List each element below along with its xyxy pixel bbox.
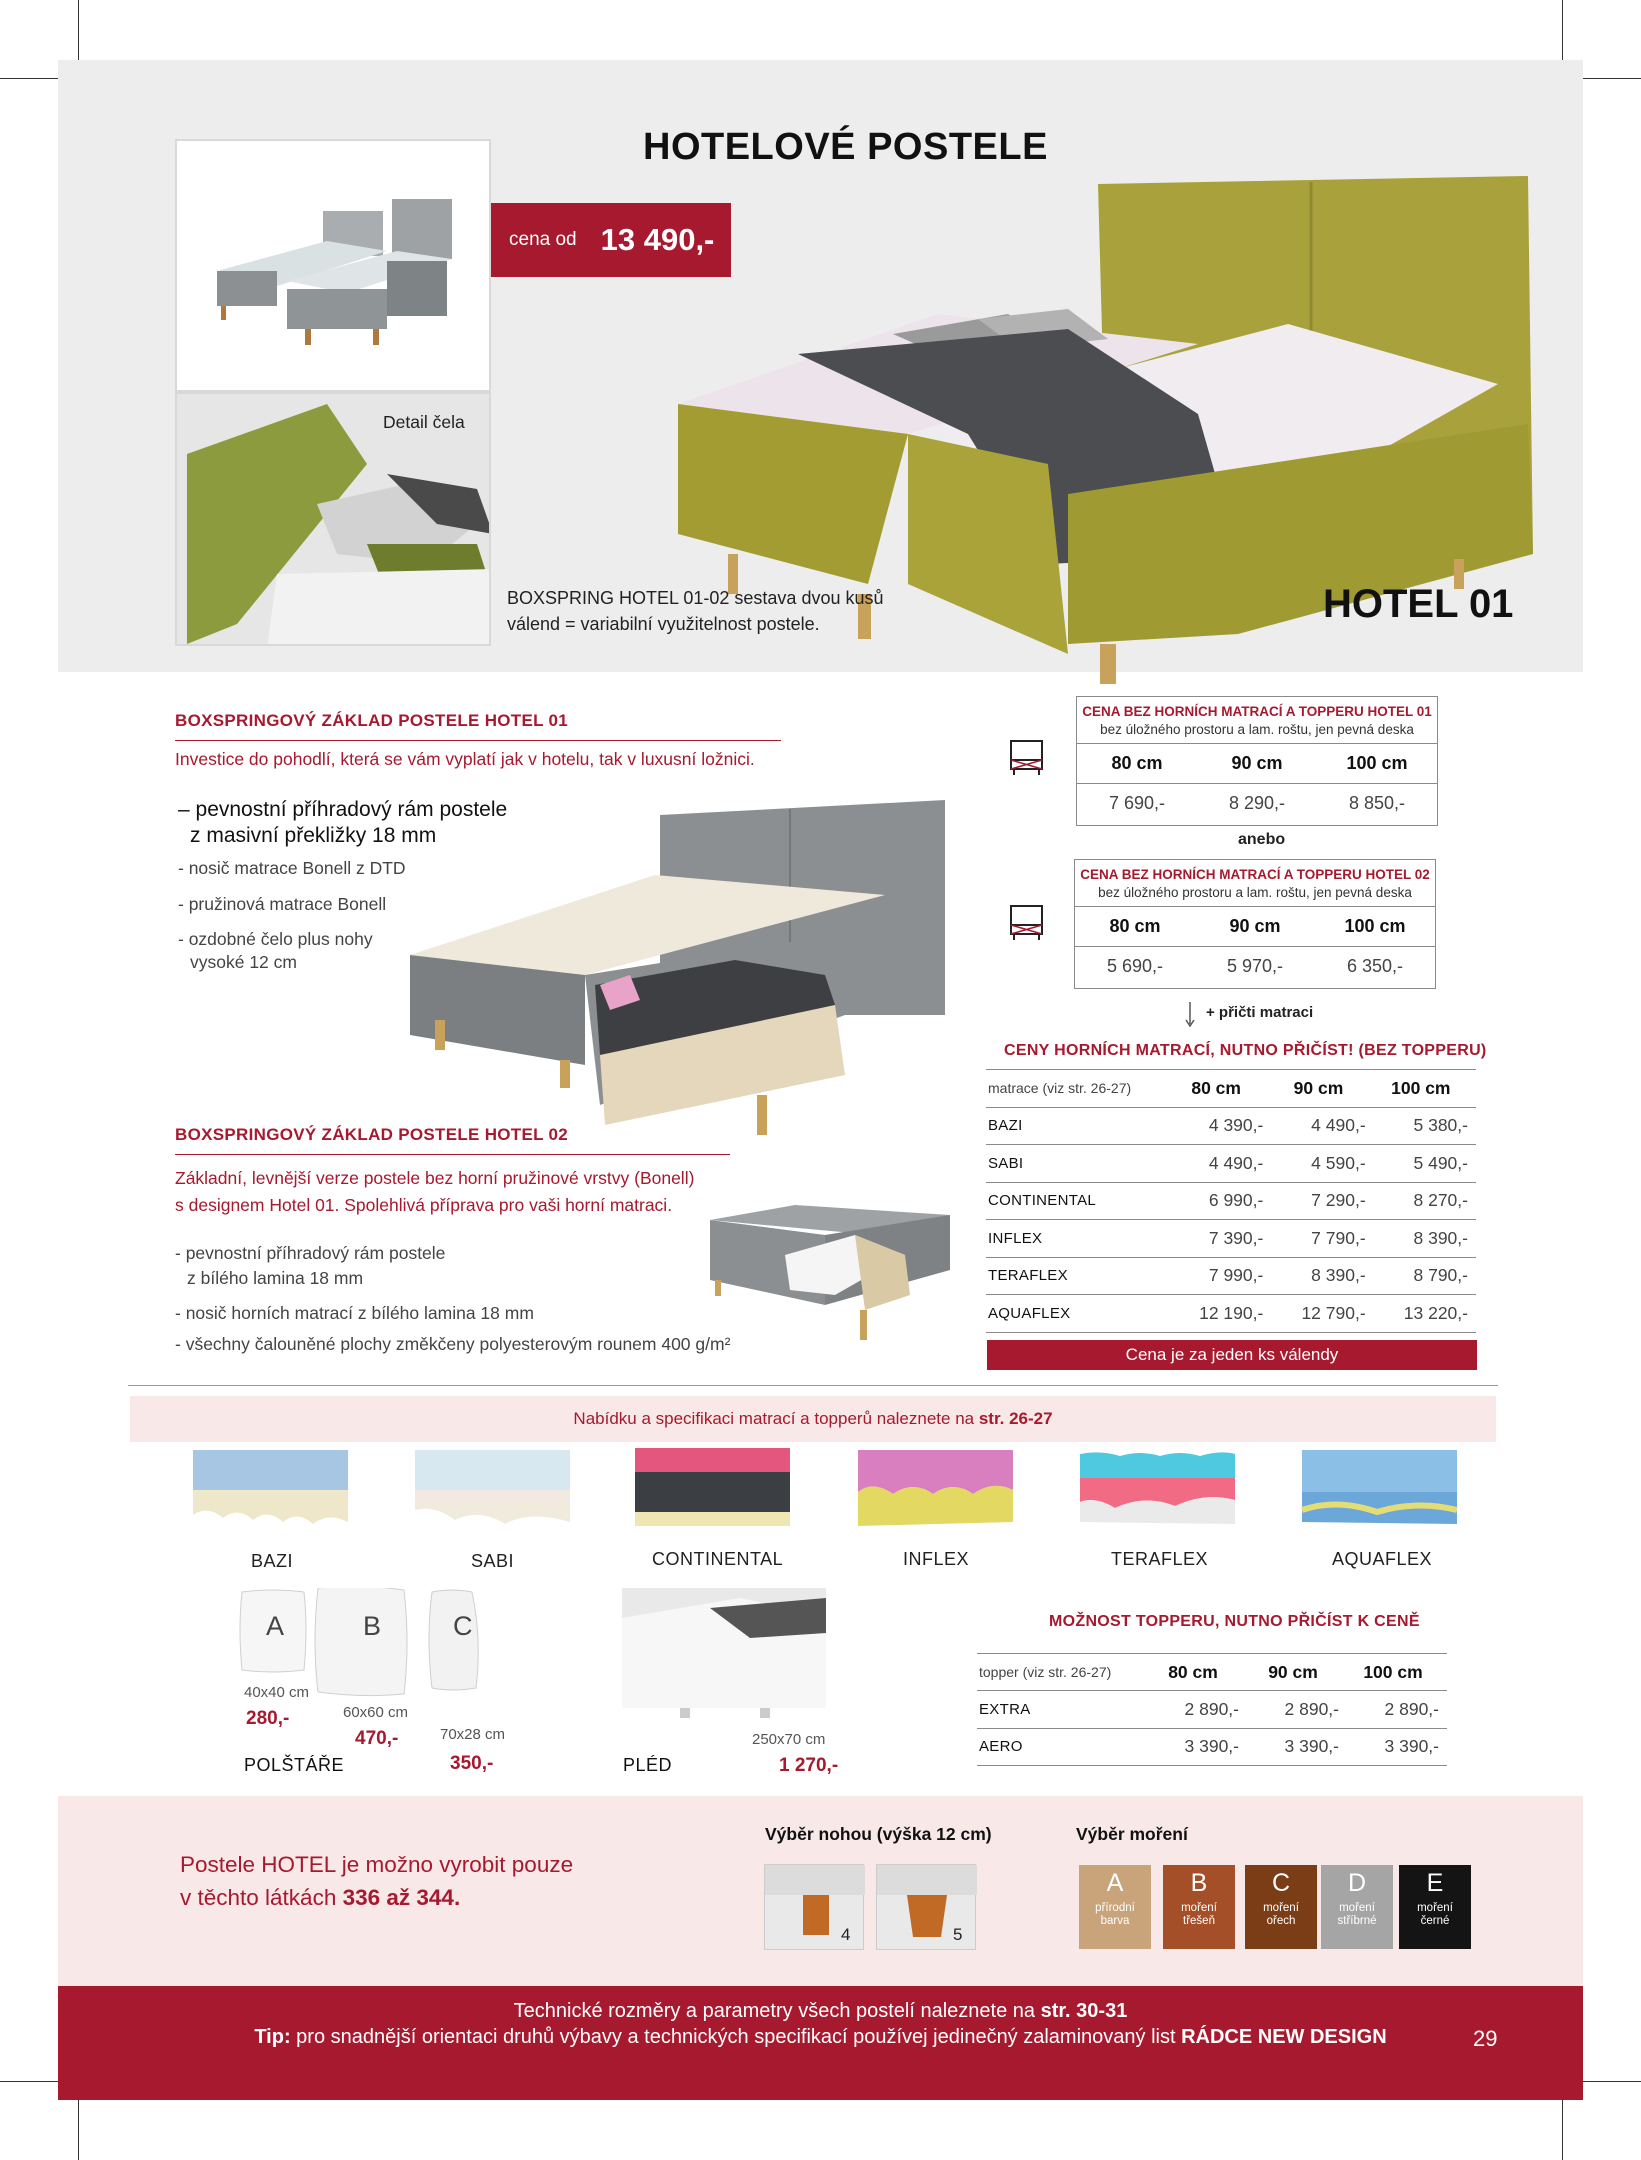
topper-header-90: 90 cm (1268, 1661, 1318, 1682)
crop-mark (0, 2081, 64, 2082)
stain-label (1181, 1902, 1217, 1928)
price-from-value: 13 490,- (600, 222, 715, 257)
hotel02-intro (175, 1165, 694, 1219)
price-table-hotel01-subtitle: bez úložného prostoru a lam. roštu, jen pevná deska (1100, 722, 1414, 737)
matrace-header-100: 100 cm (1391, 1077, 1451, 1098)
hotel01-bullet-4a: - ozdobné čelo plus nohy (178, 929, 373, 949)
detail-label: Detail čela (383, 412, 465, 432)
page-title: HOTELOVÉ POSTELE (643, 126, 1048, 168)
fabric-note-line-2 (180, 1881, 573, 1914)
hotel01-bullet-main-1: – pevnostní příhradový rám postele (178, 798, 508, 821)
price-90: 5 970,- (1226, 956, 1284, 976)
matrace-sample-name: TERAFLEX (1111, 1549, 1209, 1569)
hero-caption-line-2: válend = variabilní využitelnost postele. (507, 614, 820, 634)
matrace-price: 12 190,- (1199, 1302, 1264, 1323)
hotel01-cutaway-photo (405, 795, 950, 1140)
price-table-hotel02-prices (1075, 946, 1435, 986)
price-table-hotel02 (1074, 859, 1436, 989)
topper-price: 2 890,- (1384, 1698, 1439, 1719)
matrace-header-90: 90 cm (1293, 1077, 1344, 1098)
arrow-down-icon (1184, 1002, 1196, 1033)
offer-strip-ref: str. 26-27 (978, 1409, 1053, 1428)
anebo-label: anebo (1238, 831, 1286, 848)
pillow-letter: C (453, 1611, 473, 1641)
crop-mark (1577, 78, 1641, 79)
matrace-price: 12 790,- (1301, 1302, 1366, 1323)
matrace-price: 7 290,- (1311, 1190, 1366, 1211)
hero-caption (507, 585, 884, 637)
hotel01-bullet-2: - nosič matrace Bonell z DTD (178, 858, 406, 878)
price-table-hotel01 (1076, 696, 1438, 826)
matrace-row (986, 1258, 1476, 1296)
matrace-price: 13 220,- (1403, 1302, 1468, 1323)
stain-swatch-a (1079, 1865, 1151, 1949)
stain-label (1417, 1902, 1453, 1928)
matrace-price: 6 990,- (1208, 1190, 1264, 1211)
pled-label: PLÉD (623, 1755, 673, 1775)
matrace-sample-teraflex (1075, 1450, 1240, 1537)
pillow-price: 350,- (450, 1753, 494, 1774)
stain-swatch-c (1245, 1865, 1317, 1949)
matrace-row (986, 1183, 1476, 1221)
matrace-header-label: matrace (viz str. 26-27) (988, 1080, 1132, 1097)
stain-letter: E (1426, 1869, 1444, 1897)
hotel01-title: BOXSPRINGOVÝ ZÁKLAD POSTELE HOTEL 01 (175, 711, 569, 730)
topper-header-label: topper (viz str. 26-27) (979, 1664, 1112, 1680)
stain-letter: A (1106, 1869, 1124, 1897)
pillow-dim: 60x60 cm (343, 1704, 409, 1721)
matrace-table (986, 1069, 1476, 1333)
fabric-note (180, 1848, 573, 1914)
size-90: 90 cm (1231, 753, 1283, 773)
footer-line-1-ref: str. 30-31 (1040, 2000, 1128, 2022)
stain-title: Výběr moření (1076, 1824, 1188, 1844)
topper-table-header (977, 1654, 1447, 1691)
stain-swatch-d (1321, 1865, 1393, 1949)
matrace-price: 4 490,- (1311, 1115, 1366, 1136)
hotel02-base-photo (705, 1200, 955, 1355)
topper-table (977, 1653, 1447, 1766)
topper-row (977, 1729, 1447, 1767)
crop-mark (1577, 2081, 1641, 2082)
matrace-price: 8 270,- (1413, 1190, 1468, 1211)
stain-label-1: moření (1417, 1902, 1453, 1914)
hotel01-bullet-4 (178, 928, 373, 974)
price-100: 6 350,- (1346, 956, 1404, 976)
footer-tip-brand: RÁDCE NEW DESIGN (1181, 2026, 1387, 2048)
stain-label-2: barva (1100, 1915, 1130, 1927)
matrace-sample-inflex (853, 1450, 1018, 1537)
price-table-hotel02-sizes (1075, 906, 1435, 946)
stain-swatch-e (1399, 1865, 1471, 1949)
matrace-row (986, 1145, 1476, 1183)
hotel02-bullet-1 (175, 1241, 445, 1291)
pillows-photo (232, 1588, 502, 1698)
hero-section (58, 60, 1583, 672)
hotel02-bullet-1a: - pevnostní příhradový rám postele (175, 1243, 446, 1263)
size-80: 80 cm (1111, 753, 1163, 773)
matrace-price: 4 490,- (1208, 1152, 1264, 1173)
price-100: 8 850,- (1348, 793, 1406, 813)
topper-price: 3 390,- (1384, 1736, 1439, 1757)
hotel02-title: BOXSPRINGOVÝ ZÁKLAD POSTELE HOTEL 02 (175, 1125, 569, 1144)
topper-price: 2 890,- (1284, 1698, 1339, 1719)
topper-price: 3 390,- (1284, 1736, 1339, 1757)
bed-icon (1009, 904, 1044, 947)
price-table-hotel02-subtitle: bez úložného prostoru a lam. roštu, jen pevná deska (1098, 885, 1412, 900)
offer-strip (130, 1396, 1496, 1442)
matrace-price: 4 590,- (1311, 1152, 1366, 1173)
topper-table-title: MOŽNOST TOPPERU, NUTNO PŘIČÍST K CENĚ (1049, 1613, 1420, 1630)
matrace-price: 4 390,- (1208, 1115, 1264, 1136)
pled-price: 1 270,- (779, 1755, 839, 1776)
matrace-name: SABI (988, 1154, 1024, 1172)
pillow-letter: B (363, 1611, 382, 1641)
divider (128, 1385, 1498, 1386)
matrace-price: 8 390,- (1413, 1227, 1468, 1248)
stain-label-2: černé (1420, 1915, 1450, 1927)
matrace-price: 5 380,- (1413, 1115, 1468, 1136)
stain-label (1338, 1902, 1377, 1928)
fabric-note-range: 336 až 344. (342, 1885, 461, 1910)
hotel01-bullet-4b: vysoké 12 cm (190, 952, 297, 972)
footer-tip-text: pro snadnější orientaci druhů výbavy a technických specifikací používej jedinečný zalaminovaný list (290, 2026, 1182, 2048)
footer-line-1 (58, 2000, 1583, 2023)
matrace-row (986, 1295, 1476, 1333)
stain-label-1: moření (1339, 1902, 1375, 1914)
footer (58, 1986, 1583, 2100)
price-from-label: cena od (509, 229, 577, 250)
fabric-note-line-2-text: v těchto látkách (180, 1885, 343, 1910)
hotel02-bullet-1b: z bílého lamina 18 mm (187, 1268, 364, 1288)
hotel01-bullet-main-2: z masivní překližky 18 mm (190, 824, 437, 847)
stain-label (1095, 1902, 1135, 1928)
leg-number: 5 (953, 1925, 963, 1944)
stain-letter: C (1271, 1869, 1291, 1897)
matrace-header-80: 80 cm (1191, 1077, 1241, 1098)
options-strip (58, 1796, 1583, 1986)
stain-label-1: moření (1181, 1902, 1217, 1914)
matrace-sample-bazi (188, 1450, 353, 1537)
matrace-price: 5 490,- (1413, 1152, 1468, 1173)
topper-header-100: 100 cm (1363, 1661, 1423, 1682)
stain-label-1: přírodní (1095, 1902, 1135, 1914)
footer-line-1-text: Technické rozměry a parametry všech postelí naleznete na (513, 2000, 1041, 2022)
topper-price: 3 390,- (1184, 1736, 1239, 1757)
price-table-hotel01-title: CENA BEZ HORNÍCH MATRACÍ A TOPPERU HOTEL 01 (1082, 704, 1432, 719)
pillow-dim: 70x28 cm (440, 1726, 506, 1743)
fabric-note-line-1: Postele HOTEL je možno vyrobit pouze (180, 1852, 574, 1877)
hotel02-intro-1: Základní, levnější verze postele bez horní pružinové vrstvy (Bonell) (175, 1168, 695, 1188)
topper-name: EXTRA (979, 1700, 1031, 1718)
price-table-hotel01-sizes (1077, 743, 1437, 783)
size-100: 100 cm (1346, 753, 1408, 773)
stain-letter: B (1190, 1869, 1208, 1897)
size-90: 90 cm (1229, 916, 1281, 936)
pillow-price: 470,- (355, 1728, 399, 1749)
size-100: 100 cm (1344, 916, 1406, 936)
legs-title: Výběr nohou (výška 12 cm) (765, 1824, 992, 1844)
pillow-price: 280,- (246, 1708, 290, 1729)
stain-label (1263, 1902, 1299, 1928)
size-80: 80 cm (1109, 916, 1161, 936)
hotel01-intro: Investice do pohodlí, která se vám vyplatí jak v hotelu, tak v luxusní ložnici. (175, 749, 755, 769)
matrace-name: INFLEX (988, 1229, 1043, 1247)
crop-mark (78, 0, 79, 64)
matrace-row (986, 1108, 1476, 1146)
twin-beds-photo (175, 139, 491, 392)
matrace-sample-sabi (410, 1450, 575, 1537)
matrace-price: 7 390,- (1208, 1227, 1264, 1248)
crop-mark (1562, 2096, 1563, 2160)
leg-option-4 (764, 1864, 864, 1950)
hero-caption-line-1: BOXSPRING HOTEL 01-02 sestava dvou kusů (507, 588, 884, 608)
stain-label-2: stříbrné (1337, 1915, 1377, 1927)
matrace-table-title: CENY HORNÍCH MATRACÍ, NUTNO PŘIČÍST! (BEZ TOPPERU) (1004, 1042, 1487, 1059)
price-table-hotel02-title: CENA BEZ HORNÍCH MATRACÍ A TOPPERU HOTEL 02 (1080, 867, 1430, 882)
hotel02-rule (175, 1154, 730, 1155)
crop-mark (78, 2096, 79, 2160)
price-note-bar: Cena je za jeden ks válendy (987, 1340, 1477, 1370)
pled-dim: 250x70 cm (752, 1731, 826, 1748)
matrace-sample-name: INFLEX (903, 1549, 970, 1569)
crop-mark (0, 78, 64, 79)
stain-letter: D (1347, 1869, 1367, 1897)
matrace-name: CONTINENTAL (988, 1192, 1097, 1210)
hotel02-intro-2: s designem Hotel 01. Spolehlivá příprava pro vaši horní matraci. (175, 1195, 673, 1215)
model-name: HOTEL 01 (1323, 582, 1514, 626)
matrace-name: BAZI (988, 1117, 1023, 1135)
matrace-sample-name: CONTINENTAL (652, 1549, 784, 1569)
page-number: 29 (1473, 2026, 1498, 2051)
matrace-row (986, 1220, 1476, 1258)
bed-icon (1009, 739, 1044, 782)
footer-tip (58, 2026, 1583, 2049)
pled-photo (620, 1588, 828, 1738)
leg-option-5 (876, 1864, 976, 1950)
price-80: 5 690,- (1106, 956, 1164, 976)
pillow-letter: A (266, 1611, 285, 1641)
stain-label-2: třešeň (1183, 1915, 1215, 1927)
stain-label-1: moření (1263, 1902, 1299, 1914)
stain-label-2: ořech (1266, 1915, 1296, 1927)
matrace-table-header (986, 1070, 1476, 1108)
topper-row (977, 1691, 1447, 1729)
matrace-sample-aquaflex (1297, 1450, 1462, 1537)
price-80: 7 690,- (1108, 793, 1166, 813)
pillows-label: POLŠTÁŘE (244, 1755, 345, 1775)
topper-name: AERO (979, 1738, 1023, 1756)
topper-header-80: 80 cm (1168, 1661, 1218, 1682)
matrace-sample-name: AQUAFLEX (1332, 1549, 1433, 1569)
hotel02-bullet-3: - všechny čalouněné plochy změkčeny polyesterovým rounem 400 g/m² (175, 1334, 731, 1354)
crop-mark (1562, 0, 1563, 64)
price-table-hotel01-prices (1077, 783, 1437, 823)
pillow-dim: 40x40 cm (244, 1684, 310, 1701)
matrace-sample-name: SABI (471, 1551, 515, 1571)
matrace-price: 7 990,- (1208, 1265, 1264, 1286)
hotel02-bullet-2: - nosič horních matrací z bílého lamina 18 mm (175, 1303, 534, 1323)
matrace-price: 7 790,- (1311, 1227, 1366, 1248)
add-matrace-note: + přičti matraci (1206, 1004, 1314, 1021)
matrace-name: AQUAFLEX (988, 1304, 1071, 1322)
stain-swatch-b (1163, 1865, 1235, 1949)
offer-strip-text: Nabídku a specifikaci matrací a topperů naleznete na (573, 1409, 979, 1428)
price-90: 8 290,- (1228, 793, 1286, 813)
hotel01-bullet-3: - pružinová matrace Bonell (178, 894, 387, 914)
topper-price: 2 890,- (1184, 1698, 1239, 1719)
matrace-price: 8 790,- (1413, 1265, 1468, 1286)
leg-number: 4 (841, 1925, 851, 1944)
hotel01-rule (175, 740, 781, 741)
matrace-name: TERAFLEX (988, 1267, 1068, 1285)
matrace-price: 8 390,- (1311, 1265, 1366, 1286)
footer-tip-label: Tip: (254, 2026, 291, 2048)
matrace-sample-name: BAZI (251, 1551, 294, 1571)
matrace-sample-continental (630, 1448, 795, 1537)
